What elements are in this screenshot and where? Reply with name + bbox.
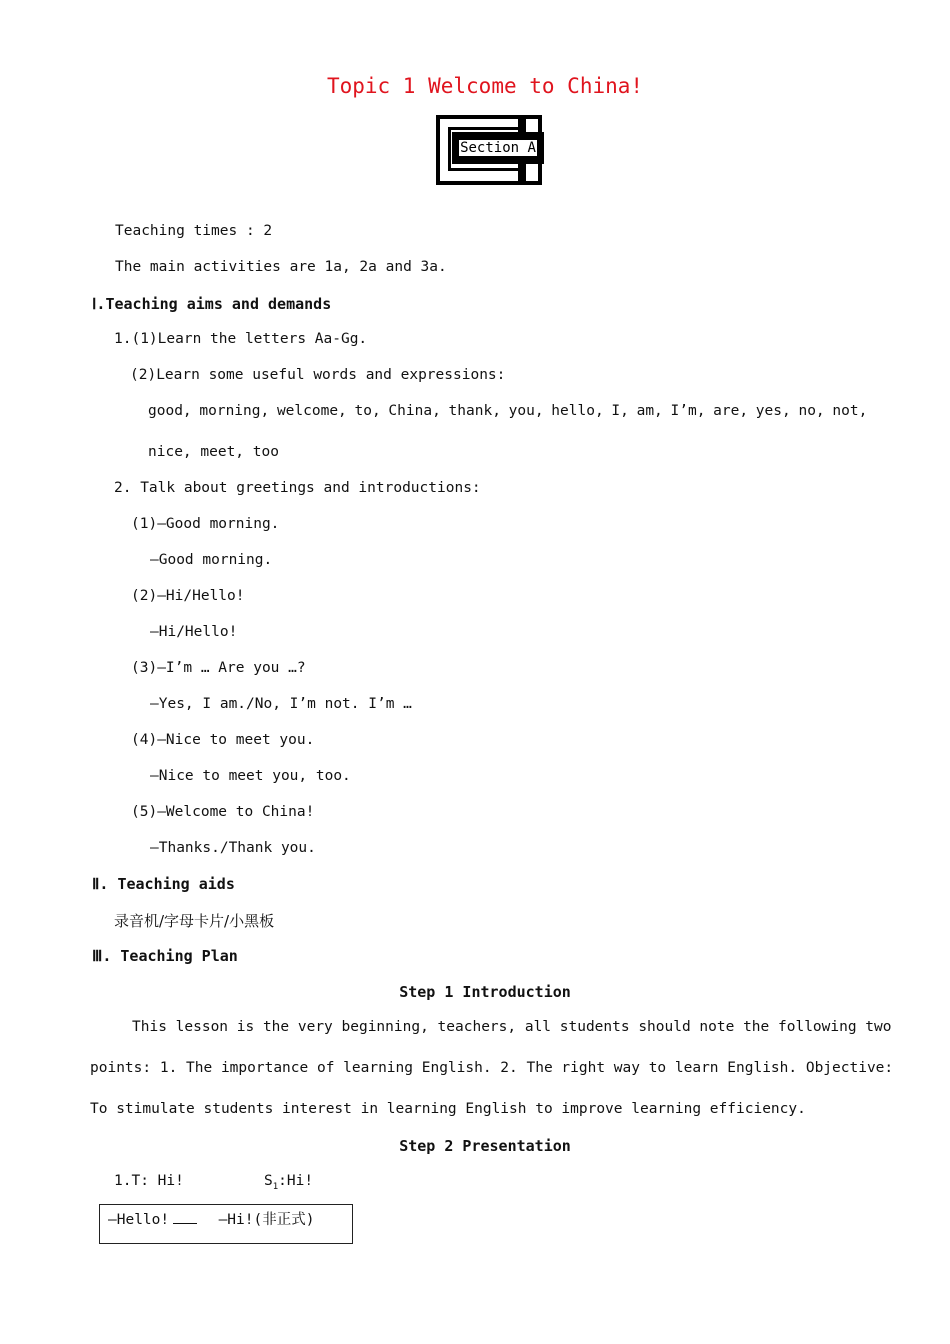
step2-teacher-line: 1.T: Hi! xyxy=(114,1173,184,1189)
step1-heading: Step 1 Introduction xyxy=(399,983,571,1001)
aim-item-1-2: (2)Learn some useful words and expressions: xyxy=(130,367,506,383)
step1-paragraph-line: points: 1. The importance of learning English. 2. The right way to learn English. Objective: xyxy=(90,1060,894,1076)
dialogue-line: —Good morning. xyxy=(150,552,273,568)
dialogue-line: (4)—Nice to meet you. xyxy=(131,732,315,748)
dialogue-line: —Nice to meet you, too. xyxy=(150,768,351,784)
main-activities: The main activities are 1a, 2a and 3a. xyxy=(115,259,447,275)
words-line-2: nice, meet, too xyxy=(148,444,279,460)
section-heading-plan: Ⅲ. Teaching Plan xyxy=(92,947,238,965)
step2-student-line xyxy=(264,1173,313,1192)
dialogue-line: (5)—Welcome to China! xyxy=(131,804,315,820)
teaching-aids-list: 录音机/字母卡片/小黑板 xyxy=(114,912,275,930)
box-informal-greeting: —Hi!(非正式) xyxy=(218,1212,315,1228)
blank-line xyxy=(173,1209,197,1224)
aim-item-1-1: 1.(1)Learn the letters Aa-Gg. xyxy=(114,331,368,347)
section-label xyxy=(452,132,544,164)
student-label: S xyxy=(264,1173,273,1189)
dialogue-line: —Thanks./Thank you. xyxy=(150,840,316,856)
step2-heading: Step 2 Presentation xyxy=(399,1137,571,1155)
dialogue-line: (1)—Good morning. xyxy=(131,516,280,532)
page-title: Topic 1 Welcome to China! xyxy=(326,74,644,98)
words-line-1: good, morning, welcome, to, China, thank, you, hello, I, am, I’m, are, yes, no, not, xyxy=(148,403,868,419)
section-heading-aids: Ⅱ. Teaching aids xyxy=(92,875,235,893)
aim-item-2: 2. Talk about greetings and introductions: xyxy=(114,480,481,496)
dialogue-line: (3)—I’m … Are you …? xyxy=(131,660,306,676)
step1-paragraph-line: This lesson is the very beginning, teachers, all students should note the following two xyxy=(132,1019,892,1035)
greeting-box-text xyxy=(108,1208,314,1229)
section-heading-aims: Ⅰ.Teaching aims and demands xyxy=(92,295,332,313)
dialogue-line: —Yes, I am./No, I’m not. I’m … xyxy=(150,696,412,712)
dialogue-line: (2)—Hi/Hello! xyxy=(131,588,245,604)
dialogue-line: —Hi/Hello! xyxy=(150,624,238,640)
box-formal-greeting: —Hello! xyxy=(108,1212,170,1228)
student-reply: :Hi! xyxy=(278,1173,314,1189)
student-number: 1 xyxy=(272,1181,279,1192)
teaching-times: Teaching times : 2 xyxy=(115,223,273,239)
section-label-text: Section A xyxy=(460,140,536,156)
step1-paragraph-line: To stimulate students interest in learning English to improve learning efficiency. xyxy=(90,1101,806,1117)
